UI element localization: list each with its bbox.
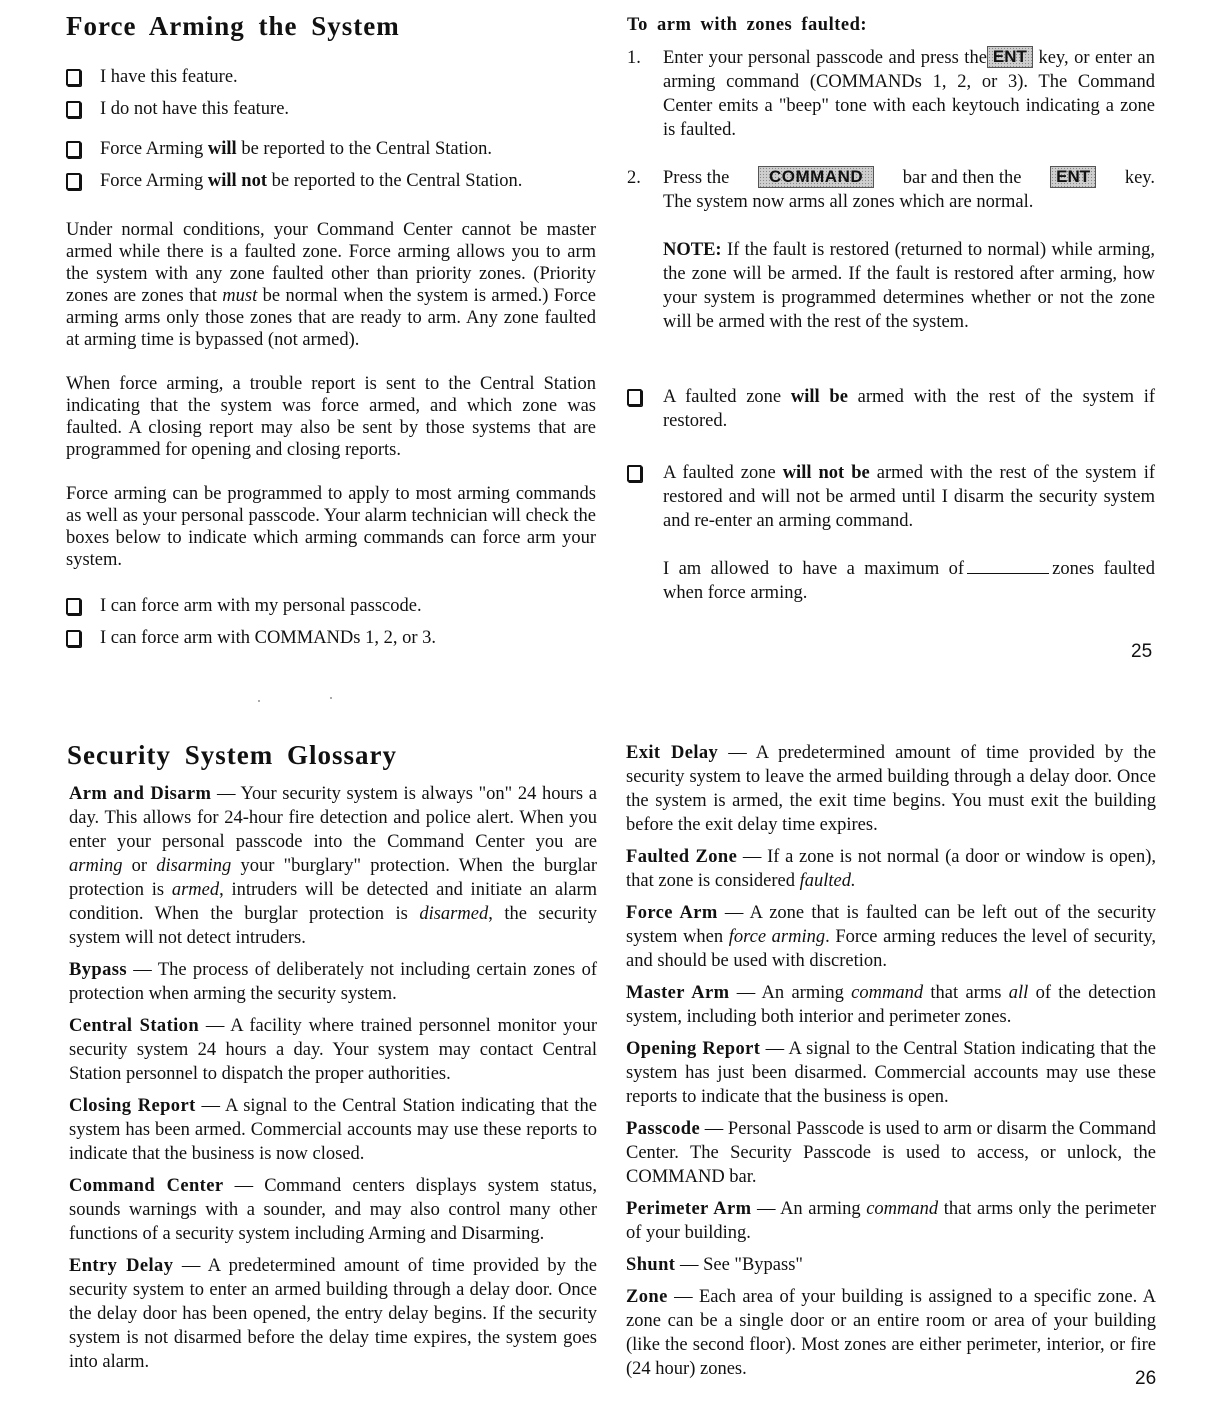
ent-key-icon: ENT (987, 46, 1033, 68)
note-label: NOTE: (663, 240, 722, 260)
glossary-term: Bypass (69, 960, 127, 980)
glossary-term: Exit Delay (626, 743, 719, 763)
checkbox-label: Force Arming will be reported to the Central Station. (100, 139, 493, 159)
max-zones-statement: I am allowed to have a maximum of zones faulted when force arming. (663, 559, 1155, 603)
em-dash: — (173, 1256, 208, 1276)
em-dash: — (199, 1016, 231, 1036)
step-1-text: Enter your personal passcode and press the ENT key, or enter an arming command (COMMANDs 1, 2, or 3). The Command Center emits a "beep" tone with each keytouch indicating a zone is faulted. (663, 47, 1156, 140)
page-number: 25 (1131, 641, 1153, 662)
glossary-term: Faulted Zone (626, 847, 738, 867)
glossary-definition: A facility where trained personnel monitor your security system 24 hours a day. Your system may contact Central Station personnel to dispatch the proper authorities. (69, 1016, 597, 1084)
glossary-entry (626, 1197, 1156, 1245)
glossary-definition: A signal to the Central Station indicating that the system has been armed. Commercial accounts may use these reports to indicate that the business is now closed. (69, 1096, 597, 1164)
glossary-definition: Each area of your building is assigned to a specific zone. A zone can be a single door or an entire room or area of your building (like the second floor). Most zones are either perimeter, interior, or fire (24 hour) zones. (626, 1287, 1156, 1379)
glossary-entry (626, 901, 1156, 973)
checkbox-zone-will-not-be-armed[interactable] (627, 461, 1155, 533)
glossary-definition: A predetermined amount of time provided by the security system to leave the armed building through a delay door. Once the system is armed, the exit time begins. You must exit the building before the exit delay time expires. (626, 743, 1157, 835)
em-dash: — (718, 743, 756, 763)
page-number: 26 (1135, 1368, 1157, 1389)
glossary-definition: An arming command that arms only the perimeter of your building. (626, 1199, 1156, 1243)
em-dash: — (729, 983, 762, 1003)
glossary-term: Central Station (69, 1016, 200, 1036)
checkbox-label: A faulted zone will be armed with the rest of the system if restored. (663, 387, 1156, 431)
em-dash: — (700, 1119, 728, 1139)
section-heading-arm-zones-faulted: To arm with zones faulted: (627, 15, 868, 35)
em-dash: — (737, 847, 768, 867)
em-dash: — (195, 1096, 225, 1116)
page-title-glossary: Security System Glossary (67, 740, 397, 770)
paragraph-normal-conditions: Under normal conditions, your Command Center cannot be master armed while there is a faulted zone. Force arming allows you to arm the system with any zone faulted other than priority zones. (Priority zones are zones that must be normal when the system is armed.) Force arming arms only those zones that are ready to arm. Any zone faulted at arming time is bypassed (not armed). (66, 220, 596, 350)
checkbox-no-feature[interactable] (66, 97, 289, 121)
scan-speck (258, 700, 260, 702)
glossary-definition: An arming command that arms all of the detection system, including both interior and perimeter zones. (626, 983, 1157, 1027)
glossary-term: Command Center (69, 1176, 224, 1196)
checkbox-label: A faulted zone will not be armed with the rest of the system if restored and will not be armed until I disarm the security system and re-enter an arming command. (663, 463, 1155, 531)
glossary-term: Entry Delay (69, 1256, 174, 1276)
glossary-definition: If a zone is not normal (a door or window is open), that zone is considered faulted. (626, 847, 1156, 891)
glossary-term: Opening Report (626, 1039, 761, 1059)
glossary-entry (626, 741, 1156, 837)
checkbox-icon[interactable] (66, 69, 81, 86)
glossary-entry (69, 1014, 597, 1086)
glossary-definition: A predetermined amount of time provided by the security system to enter an armed building through a delay door. Once the delay door has been opened, the entry delay begins. If the security system is not disarmed before the delay time expires, the system goes into alarm. (69, 1256, 597, 1372)
checkbox-will-not-report[interactable] (66, 169, 522, 193)
scan-speck (330, 697, 332, 699)
glossary-entry (626, 981, 1156, 1029)
glossary-entry (626, 1117, 1156, 1189)
step-number: 2. (627, 168, 641, 188)
page-title-force-arming: Force Arming the System (66, 11, 400, 41)
em-dash: — (717, 903, 750, 923)
checkbox-icon[interactable] (627, 465, 642, 482)
glossary-entry (626, 1285, 1156, 1381)
checkbox-label: I have this feature. (100, 67, 238, 87)
checkbox-force-arm-commands[interactable] (66, 626, 436, 650)
glossary-entry (69, 1094, 597, 1166)
glossary-term: Shunt (626, 1255, 676, 1275)
glossary-definition: Your security system is always "on" 24 hours a day. This allows for 24-hour fire detection and police alert. When you enter your personal passcode into the Command Center you are arming or disarming your "burglary" protection. When the burglar protection is armed, intruders will be detected and initiate an alarm condition. When the burglar protection is disarmed, the security system will not detect intruders. (69, 784, 597, 948)
checkbox-will-report[interactable] (66, 137, 492, 161)
glossary-left-column (69, 782, 597, 1382)
glossary-entry (626, 1253, 1156, 1277)
glossary-term: Force Arm (626, 903, 718, 923)
glossary-term: Master Arm (626, 983, 730, 1003)
step-2-line-2: The system now arms all zones which are normal. (663, 192, 1034, 212)
em-dash: — (667, 1287, 699, 1307)
checkbox-icon[interactable] (627, 389, 642, 406)
glossary-right-column (626, 741, 1156, 1389)
checkbox-label: I do not have this feature. (100, 99, 290, 119)
glossary-entry (69, 1254, 597, 1374)
command-key-icon: COMMAND (758, 166, 874, 188)
note-paragraph: NOTE: If the fault is restored (returned to normal) while arming, the zone will be armed. If the fault is restored after arming, how your system is programmed determines whether or not the zone will be armed with the rest of the system. (663, 240, 1155, 332)
glossary-entry (626, 1037, 1156, 1109)
glossary-term: Passcode (626, 1119, 701, 1139)
glossary-entry (69, 782, 597, 950)
checkbox-label: Force Arming will not be reported to the Central Station. (100, 171, 523, 191)
em-dash: — (223, 1176, 265, 1196)
glossary-entry (69, 958, 597, 1006)
paragraph-programming: Force arming can be programmed to apply to most arming commands as well as your personal passcode. Your alarm technician will check the boxes below to indicate which arming commands can force arm your system. (66, 484, 596, 570)
checkbox-icon[interactable] (66, 598, 81, 615)
checkbox-icon[interactable] (66, 101, 81, 118)
glossary-definition: Personal Passcode is used to arm or disarm the Command Center. The Security Passcode is used to access, or unlock, the COMMAND bar. (626, 1119, 1156, 1187)
em-dash: — (675, 1255, 704, 1275)
paragraph-trouble-report: When force arming, a trouble report is sent to the Central Station indicating that the system was force armed, and which zone was faulted. A closing report may also be sent by those systems that are programmed for opening and closing reports. (66, 374, 596, 460)
glossary-term: Closing Report (69, 1096, 196, 1116)
em-dash: — (126, 960, 158, 980)
glossary-term: Zone (626, 1287, 668, 1307)
ent-key-icon: ENT (1050, 166, 1096, 188)
checkbox-icon[interactable] (66, 630, 81, 647)
checkbox-icon[interactable] (66, 173, 81, 190)
glossary-definition: Command centers displays system status, sounds warnings with a sounder, and may also control many other functions of a security system including Arming and Disarming. (69, 1176, 597, 1244)
glossary-definition: A signal to the Central Station indicating that the system has just been disarmed. Commercial accounts may use these reports to indicate that the business is open. (626, 1039, 1156, 1107)
em-dash: — (211, 784, 241, 804)
checkbox-force-arm-passcode[interactable] (66, 594, 422, 618)
max-zones-blank-field[interactable] (967, 557, 1049, 574)
checkbox-zone-will-be-armed[interactable] (627, 385, 1155, 433)
glossary-definition: The process of deliberately not including certain zones of protection when arming the security system. (69, 960, 597, 1004)
step-2-line-1: Press the COMMAND bar and then the ENT key. (663, 166, 1155, 188)
glossary-entry (626, 845, 1156, 893)
glossary-definition: See "Bypass" (703, 1255, 803, 1275)
glossary-entry (69, 1174, 597, 1246)
em-dash: — (751, 1199, 781, 1219)
checkbox-have-feature[interactable] (66, 65, 238, 89)
em-dash: — (760, 1039, 789, 1059)
step-number: 1. (627, 48, 641, 68)
glossary-term: Perimeter Arm (626, 1199, 752, 1219)
checkbox-icon[interactable] (66, 141, 81, 158)
glossary-definition: A zone that is faulted can be left out of the security system when force arming. Force arming reduces the level of security, and should be used with discretion. (626, 903, 1156, 971)
checkbox-label: I can force arm with my personal passcode. (100, 596, 422, 616)
checkbox-label: I can force arm with COMMANDs 1, 2, or 3. (100, 628, 437, 648)
glossary-term: Arm and Disarm (69, 784, 212, 804)
